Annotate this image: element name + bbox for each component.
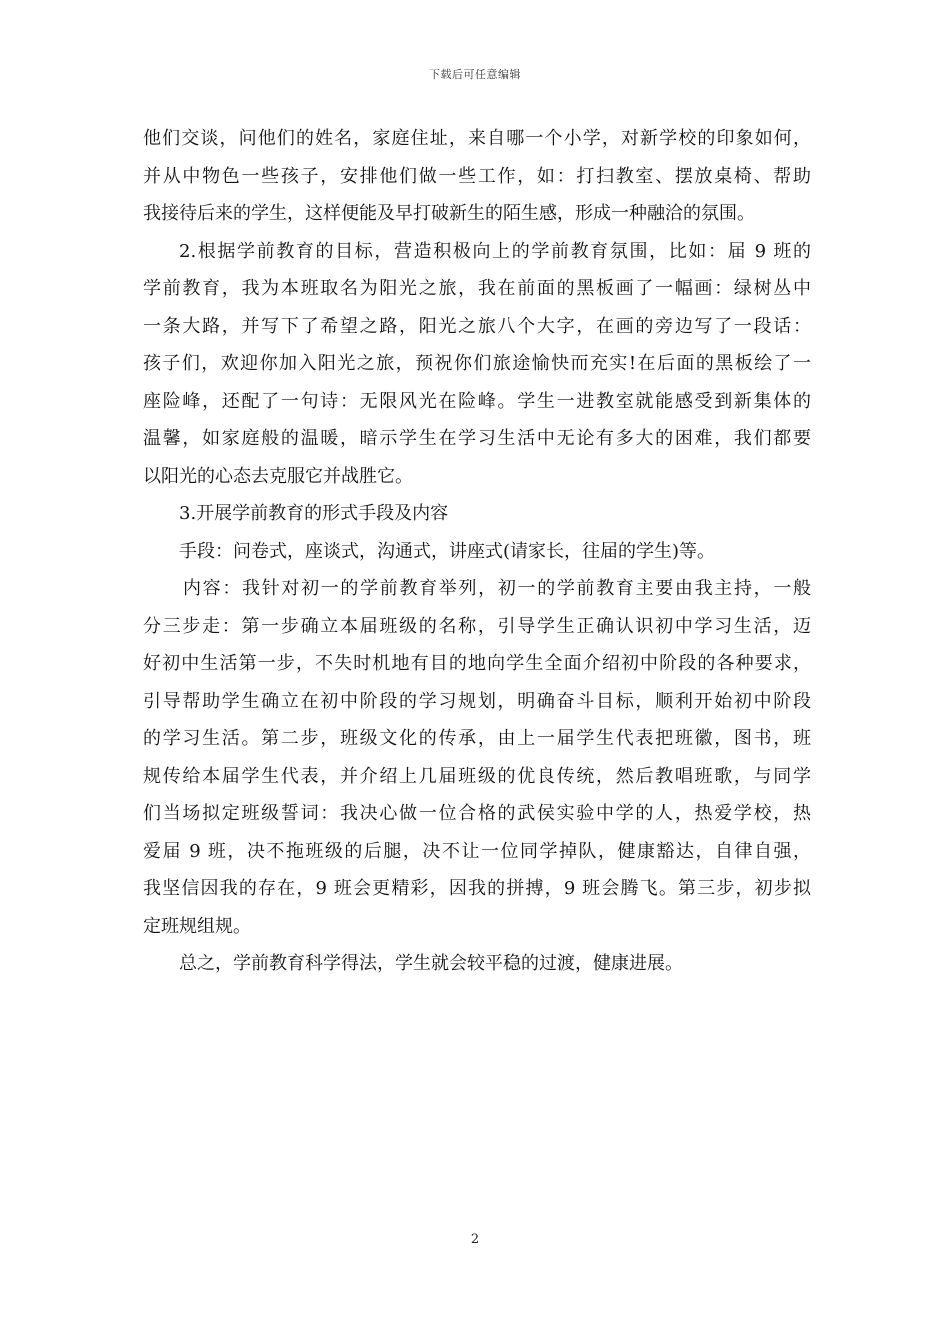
- text-line: 好初中生活第一步，不失时机地有目的地向学生全面介绍初中阶段的各种要求，: [143, 653, 811, 674]
- section-heading: 3.开展学前教育的形式手段及内容: [179, 503, 449, 524]
- paragraph-1: [143, 120, 811, 233]
- text-line: 以阳光的心态去克服它并战胜它。: [143, 465, 413, 487]
- text-line: 学前教育，我为本班取名为阳光之旅，我在前面的黑板画了一幅画：绿树丛中: [143, 278, 811, 299]
- text-line: 爱届 9 班，决不拖班级的后腿，决不让一位同学掉队，健康豁达，自律自强，: [143, 840, 811, 862]
- paragraph-6: [143, 945, 811, 983]
- text-line: 我坚信因我的存在，9 班会更精彩，因我的拼搏，9 班会腾飞。第三步，初步拟: [143, 878, 811, 899]
- text-line: 的学习生活。第二步，班级文化的传承，由上一届学生代表把班徽，图书，班: [143, 728, 811, 749]
- document-body: [143, 120, 811, 983]
- text-line: 分三步走：第一步确立本届班级的名称，引导学生正确认识初中学习生活，迈: [143, 615, 811, 637]
- text-line: 并从中物色一些孩子，安排他们做一些工作，如：打扫教室、摆放桌椅、帮助: [143, 165, 811, 187]
- text-line: 定班规组规。: [143, 915, 251, 937]
- text-line: 孩子们，欢迎你加入阳光之旅，预祝你们旅途愉快而充实!在后面的黑板绘了一: [143, 353, 811, 374]
- text-line: 内容：我针对初一的学前教育举列，初一的学前教育主要由我主持，一般: [183, 578, 811, 599]
- page-header: 下载后可任意编辑: [429, 68, 521, 81]
- text-line: 他们交谈，问他们的姓名，家庭住址，来自哪一个小学，对新学校的印象如何，: [143, 128, 811, 149]
- text-line: 总之，学前教育科学得法，学生就会较平稳的过渡，健康进展。: [179, 953, 683, 974]
- text-line: 规传给本届学生代表，并介绍上几届班级的优良传统，然后教唱班歌，与同学: [143, 765, 811, 787]
- paragraph-4: [143, 533, 811, 571]
- text-line: 2.根据学前教育的目标，营造积极向上的学前教育氛围，比如：届 9 班的: [179, 240, 811, 262]
- page-number: 2: [470, 1232, 480, 1247]
- text-line: 温馨，如家庭般的温暖，暗示学生在学习生活中无论有多大的困难，我们都要: [143, 428, 811, 449]
- text-line: 座险峰，还配了一句诗：无限风光在险峰。学生一进教室就能感受到新集体的: [143, 390, 811, 412]
- text-line: 引导帮助学生确立在初中阶段的学习规划，明确奋斗目标，顺利开始初中阶段: [143, 690, 811, 712]
- paragraph-3: [143, 495, 811, 533]
- paragraph-5: [143, 570, 811, 945]
- text-line: 一条大路，并写下了希望之路，阳光之旅八个大字，在画的旁边写了一段话：: [143, 315, 811, 337]
- text-line: 们当场拟定班级誓词：我决心做一位合格的武侯实验中学的人，热爱学校，热: [143, 803, 811, 824]
- text-line: 我接待后来的学生，这样便能及早打破新生的陌生感，形成一种融洽的氛围。: [143, 203, 755, 224]
- paragraph-2: [143, 233, 811, 496]
- text-line: 手段：问卷式，座谈式，沟通式，讲座式(请家长，往届的学生)等。: [179, 540, 716, 562]
